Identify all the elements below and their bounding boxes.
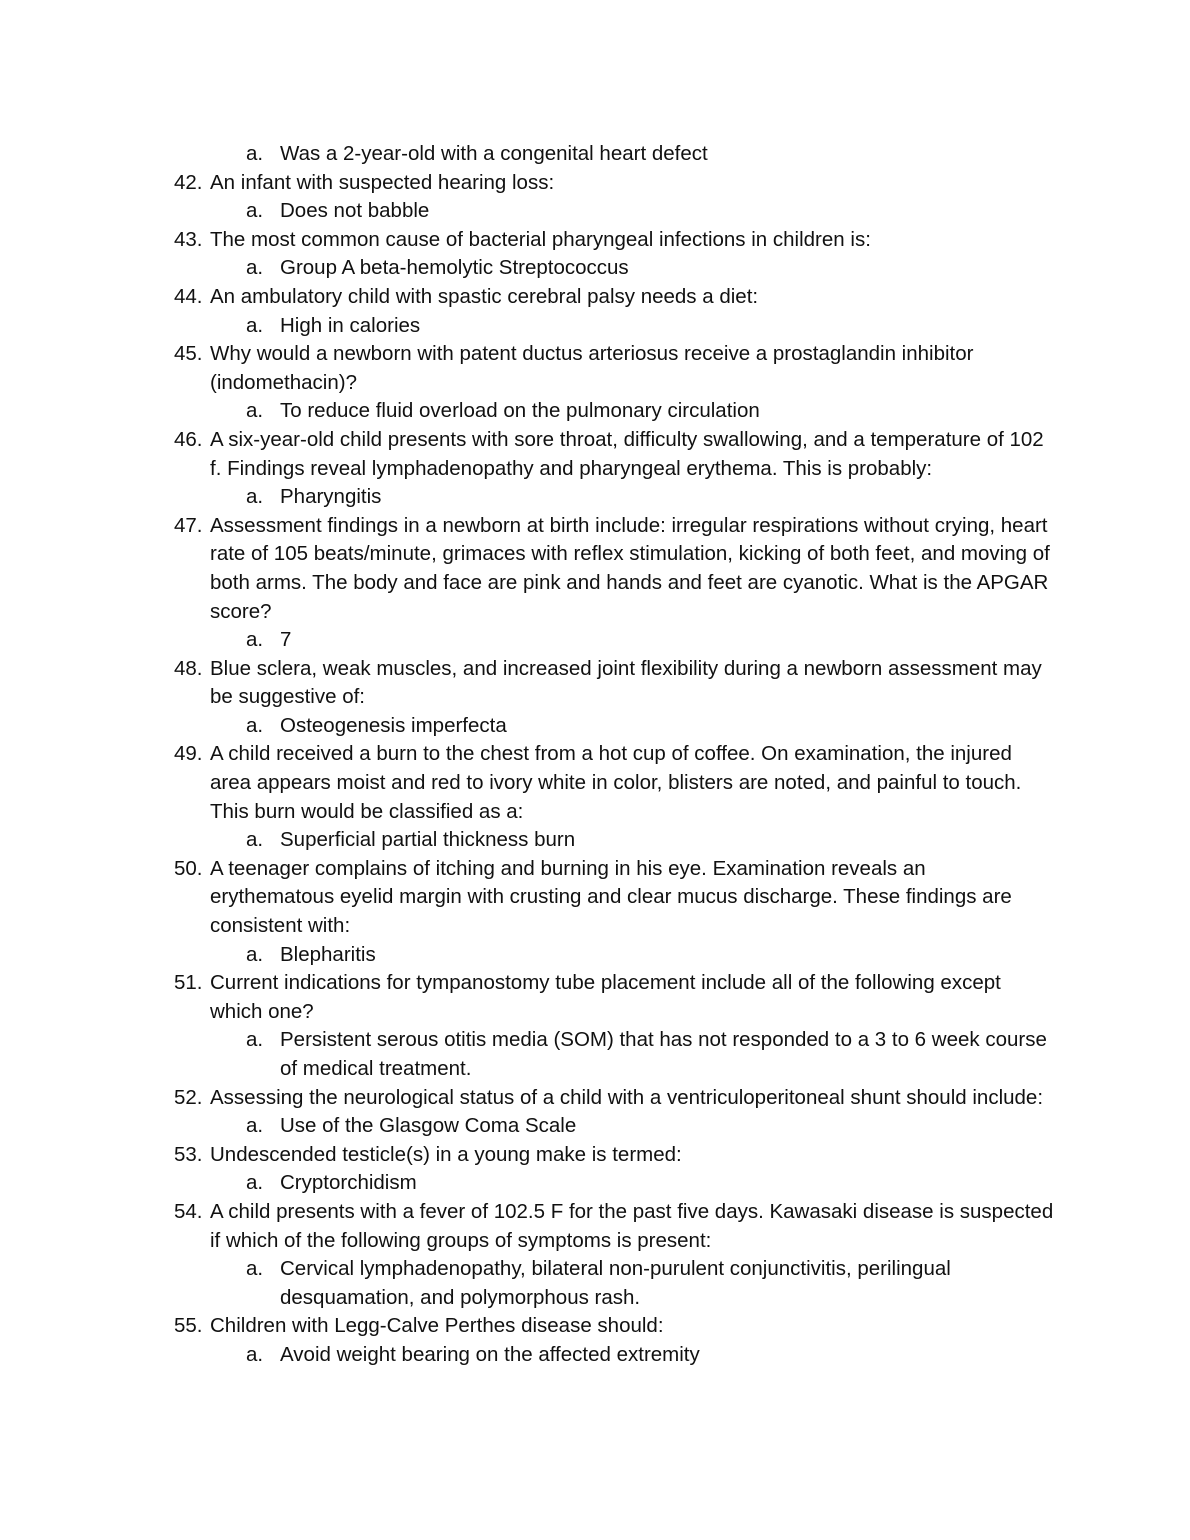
answer-text: 7 [280,628,292,652]
answer-text: Osteogenesis imperfecta [280,713,507,737]
answer-text: Superficial partial thickness burn [280,828,576,852]
answer-item [174,1341,1054,1370]
answer-text: Avoid weight bearing on the affected extremity [280,1342,700,1366]
answer-letter: a. [246,313,264,337]
answer-text: Persistent serous otitis media (SOM) that has not responded to a 3 to 6 week course of medical treatment. [280,1028,1047,1080]
answer-letter: a. [246,1342,264,1366]
question-item [174,426,1054,483]
answer-item [174,483,1054,512]
answer-item [174,826,1054,855]
answer-letter: a. [246,485,264,509]
question-item [174,169,1054,198]
answer-text: Cryptorchidism [280,1171,417,1195]
question-text: The most common cause of bacterial pharyngeal infections in children is: [210,227,871,251]
question-number: 54. [174,1199,203,1223]
question-text: Blue sclera, weak muscles, and increased joint flexibility during a newborn assessment may be suggestive of: [210,656,1042,709]
question-number: 46. [174,427,203,451]
answer-letter: a. [246,142,264,165]
question-text: A child presents with a fever of 102.5 F for the past five days. Kawasaki disease is suspected if which of the following groups of symptoms is present: [210,1199,1054,1252]
question-number: 43. [174,227,203,251]
answer-letter: a. [246,1257,264,1281]
question-text: A six-year-old child presents with sore throat, difficulty swallowing, and a temperature of 102 f. Findings reveal lymphadenopathy and pharyngeal erythema. This is probably: [210,427,1044,480]
question-item [174,512,1054,626]
lead-answer [174,140,1054,169]
question-text: An infant with suspected hearing loss: [210,170,555,194]
answer-text: Blepharitis [280,942,376,966]
question-item [174,340,1054,397]
answer-letter: a. [246,1114,264,1138]
question-item [174,1198,1054,1255]
answer-letter: a. [246,942,264,966]
question-number: 48. [174,656,203,680]
question-text: A child received a burn to the chest from a hot cup of coffee. On examination, the injured area appears moist and red to ivory white in color, blisters are noted, and painful to touch. This burn would be classified as a: [210,742,1022,823]
question-text: Children with Legg-Calve Perthes disease should: [210,1314,664,1338]
question-text: An ambulatory child with spastic cerebral palsy needs a diet: [210,284,759,308]
answer-letter: a. [246,1171,264,1195]
question-item [174,1312,1054,1341]
question-number: 50. [174,856,203,880]
question-number: 44. [174,284,203,308]
answer-text: Cervical lymphadenopathy, bilateral non-purulent conjunctivitis, perilingual desquamation, and polymorphous rash. [280,1257,951,1309]
answer-item [174,941,1054,970]
question-text: A teenager complains of itching and burning in his eye. Examination reveals an erythematous eyelid margin with crusting and clear mucus discharge. These findings are consistent with: [210,856,1012,938]
question-number: 51. [174,971,203,995]
answer-letter: a. [246,199,264,223]
question-item [174,969,1054,1026]
question-item [174,655,1054,712]
question-item [174,1084,1054,1113]
answer-item [174,312,1054,341]
answer-item [174,254,1054,283]
answer-item [174,626,1054,655]
answer-text: Does not babble [280,199,430,223]
answer-text: To reduce fluid overload on the pulmonary circulation [280,399,760,423]
answer-text: Use of the Glasgow Coma Scale [280,1114,577,1138]
question-item [174,226,1054,255]
answer-letter: a. [246,828,264,852]
question-number: 49. [174,742,203,766]
answer-item [174,1169,1054,1198]
answer-item [174,1026,1054,1083]
answer-letter: a. [246,256,264,280]
answer-item [174,1255,1054,1312]
question-list [174,140,1054,1370]
answer-text: High in calories [280,313,421,337]
answer-letter: a. [246,713,264,737]
question-number: 55. [174,1314,203,1338]
question-text: Assessing the neurological status of a child with a ventriculoperitoneal shunt should include: [210,1085,1044,1109]
answer-letter: a. [246,399,264,423]
question-number: 47. [174,513,203,537]
answer-text: Group A beta-hemolytic Streptococcus [280,256,629,280]
question-text: Undescended testicle(s) in a young make is termed: [210,1142,682,1166]
question-text: Why would a newborn with patent ductus arteriosus receive a prostaglandin inhibitor (indomethacin)? [210,342,974,394]
answer-text: Was a 2-year-old with a congenital heart defect [280,142,708,165]
answer-item [174,397,1054,426]
answer-text: Pharyngitis [280,485,382,509]
question-number: 45. [174,342,203,366]
question-number: 42. [174,170,203,194]
answer-letter: a. [246,1028,264,1052]
answer-item [174,197,1054,226]
question-number: 52. [174,1085,203,1109]
answer-item [174,712,1054,741]
question-item [174,283,1054,312]
question-text: Current indications for tympanostomy tube placement include all of the following except which one? [210,971,1001,1023]
question-item [174,740,1054,826]
answer-item [174,1112,1054,1141]
question-number: 53. [174,1142,203,1166]
question-item [174,1141,1054,1170]
question-text: Assessment findings in a newborn at birth include: irregular respirations without crying, heart rate of 105 beats/minute, grimaces with reflex stimulation, kicking of both feet, and moving of both arms. The body and face are pink and hands and feet are cyanotic. What is the APGAR score? [210,513,1050,623]
answer-letter: a. [246,628,264,652]
question-item [174,855,1054,941]
